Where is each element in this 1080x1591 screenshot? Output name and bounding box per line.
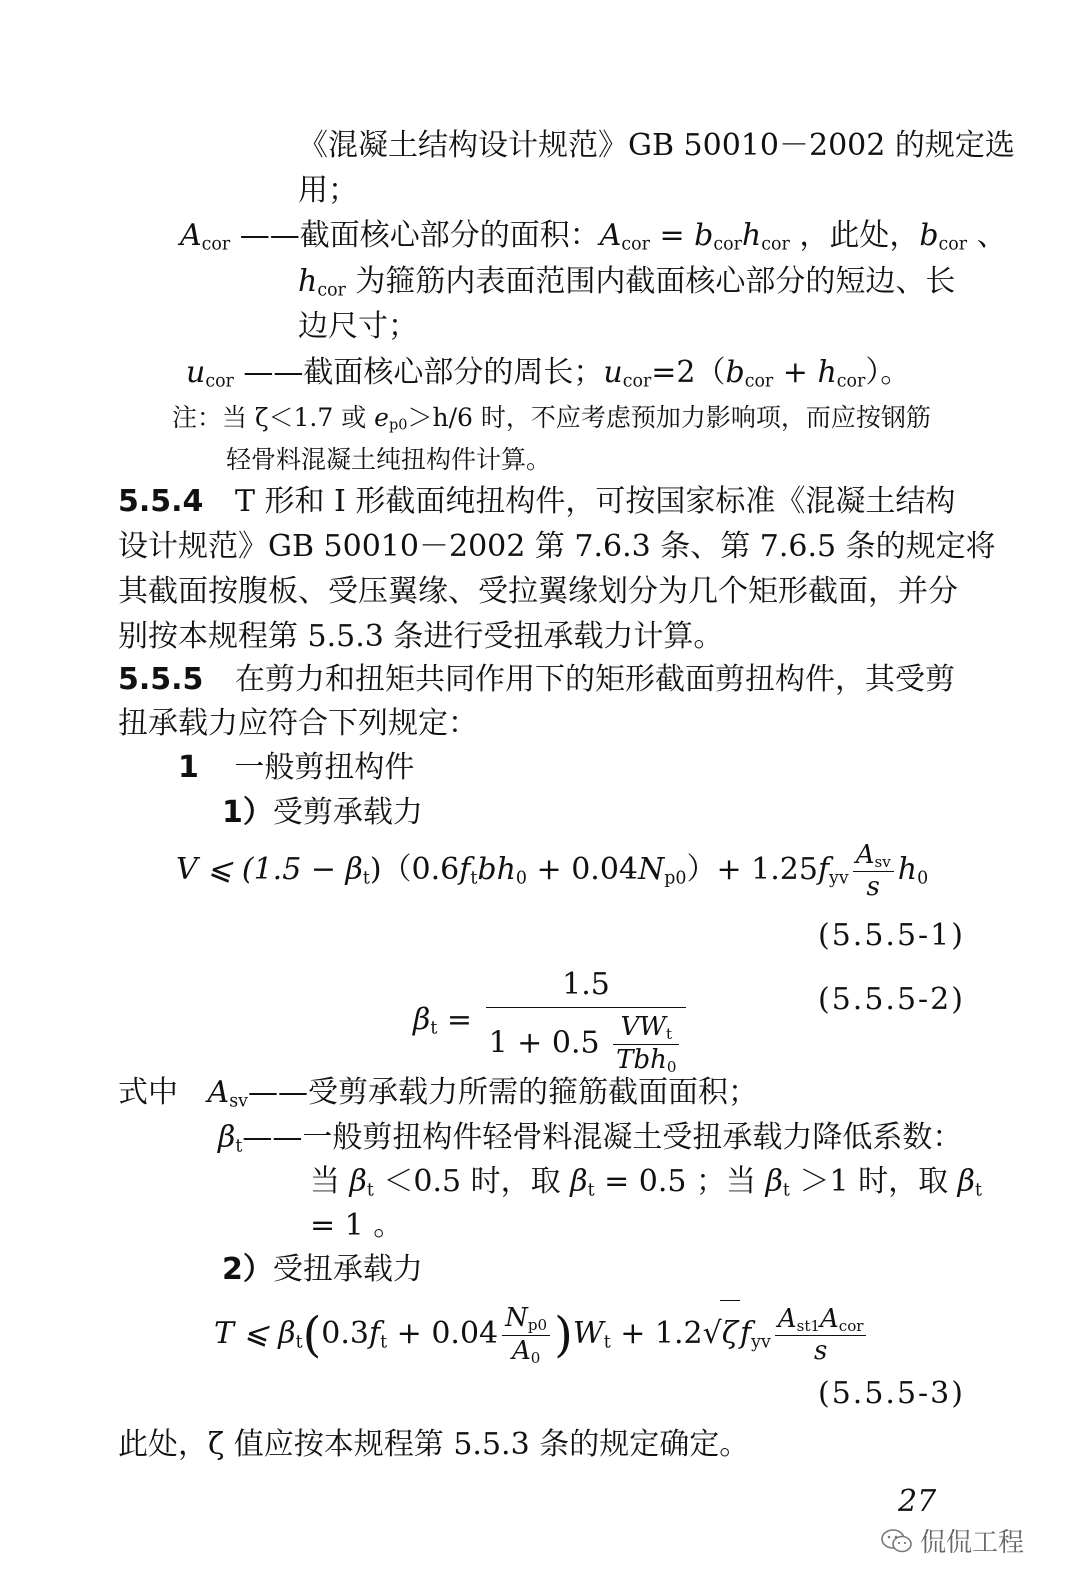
text-line <box>298 264 955 308</box>
subscript: t <box>603 1332 611 1353</box>
subscript: p0 <box>388 417 408 434</box>
symbol: ζ <box>720 1300 740 1367</box>
text: (5.5.5-1) <box>818 918 965 953</box>
math: T ⩽ <box>214 1316 279 1351</box>
sub-item-2 <box>222 1252 423 1288</box>
symbol: A <box>207 1075 230 1110</box>
math: 0.3 <box>321 1316 370 1351</box>
math: = <box>437 1002 482 1038</box>
symbol: f <box>817 852 830 887</box>
subscript: cor <box>317 280 346 301</box>
symbol: W <box>572 1316 604 1351</box>
subscript: t <box>974 1180 982 1201</box>
symbol: s <box>813 1336 828 1367</box>
equation-number <box>818 982 965 1018</box>
item-number: 1） <box>222 795 273 830</box>
section-number: 5.5.4 <box>118 484 204 519</box>
text: 其截面按腹板、受压翼缘、受拉翼缘划分为几个矩形截面，并分 <box>118 574 958 609</box>
fraction <box>486 968 687 1075</box>
subscript: cor <box>621 234 650 255</box>
text: ——截面核心部分的周长； <box>243 355 604 390</box>
sub-item-1 <box>222 795 423 831</box>
subscript: 0 <box>917 868 929 889</box>
text: 在剪力和扭矩共同作用下的矩形截面剪扭构件，其受剪 <box>234 662 955 697</box>
note-line <box>226 442 551 478</box>
math: + 0.04 <box>387 1316 499 1351</box>
text: 轻骨料混凝土纯扭构件计算。 <box>226 445 552 474</box>
subscript: cor <box>938 234 968 255</box>
subscript: cor <box>205 371 234 392</box>
subscript: t <box>380 1332 388 1353</box>
section-5-5-5 <box>118 662 955 698</box>
text: + <box>773 355 818 390</box>
equation-number <box>818 918 965 954</box>
text-line <box>118 574 958 610</box>
symbol: A <box>855 839 875 870</box>
paren: ( <box>302 1307 322 1363</box>
text: 27 <box>898 1484 937 1519</box>
subscript: yv <box>751 1332 771 1353</box>
subscript: t <box>587 1180 595 1201</box>
text: 《混凝土结构设计规范》GB 50010－2002 的规定选 <box>298 128 1015 163</box>
symbol: β <box>413 1002 431 1038</box>
subscript: cor <box>622 371 652 392</box>
symbol: A <box>819 1303 839 1334</box>
fraction <box>775 1303 867 1367</box>
text: = <box>649 218 695 253</box>
math: 1 + 0.5 <box>488 1025 610 1061</box>
text-line <box>298 173 358 209</box>
symbol: s <box>866 872 880 903</box>
text-line <box>310 1164 982 1208</box>
text: ）。 <box>865 355 911 390</box>
symbol: β <box>765 1164 783 1199</box>
symbol: VW <box>620 1012 666 1042</box>
fraction <box>613 1014 679 1075</box>
text: 当 <box>310 1164 350 1199</box>
text-line <box>118 619 723 655</box>
text: 扭承载力应符合下列规定： <box>118 706 478 741</box>
subscript: 0 <box>530 1348 541 1367</box>
acor-definition <box>180 218 1007 262</box>
symbol: A <box>511 1335 531 1366</box>
symbol: b <box>725 355 745 390</box>
text: 受扭承载力 <box>272 1252 423 1287</box>
symbol: h <box>298 264 318 299</box>
equation-5-5-5-2 <box>413 968 690 1075</box>
sqrt-sign: √ <box>702 1316 722 1351</box>
subscript: cor <box>201 234 231 255</box>
symbol: u <box>603 355 623 390</box>
text: ——一般剪扭构件轻骨料混凝土受扭承载力降低系数： <box>242 1120 963 1155</box>
text: ＞h/6 时，不应考虑预加力影响项，而应按钢筋 <box>407 403 931 432</box>
subscript: cor <box>838 1316 864 1335</box>
item-1 <box>178 750 414 786</box>
symbol: bh <box>477 852 516 887</box>
item-number: 1 <box>178 750 199 785</box>
where-asv <box>118 1075 758 1119</box>
subscript: cor <box>744 371 774 392</box>
text: (5.5.5-2) <box>818 982 965 1017</box>
text: 一般剪扭构件 <box>234 750 415 785</box>
subscript: t <box>362 868 370 889</box>
symbol: β <box>570 1164 588 1199</box>
watermark-text: 侃侃工程 <box>920 1528 1025 1558</box>
symbol: β <box>345 852 363 887</box>
wechat-icon <box>880 1528 914 1554</box>
symbol: A <box>777 1303 797 1334</box>
subscript: 0 <box>515 868 527 889</box>
equation-5-5-5-1 <box>176 840 928 908</box>
subscript: 0 <box>666 1057 677 1076</box>
subscript: cor <box>713 234 742 255</box>
item-number: 2） <box>222 1252 273 1287</box>
symbol: β <box>349 1164 367 1199</box>
text: T 形和 I 形截面纯扭构件，可按国家标准《混凝土结构 <box>234 484 956 519</box>
text-line <box>298 128 1015 164</box>
equation-5-5-5-3 <box>214 1300 870 1375</box>
subscript: st1 <box>796 1316 820 1335</box>
symbol: N <box>638 852 665 887</box>
text: 注：当 ζ＜1.7 或 <box>172 403 375 432</box>
text-line <box>298 309 418 345</box>
symbol: β <box>278 1316 296 1351</box>
symbol: f <box>740 1316 752 1351</box>
symbol: f <box>459 852 471 887</box>
fraction <box>502 1302 550 1367</box>
symbol: h <box>817 355 837 390</box>
math: )（0.6 <box>369 852 460 887</box>
text: 为箍筋内表面范围内截面核心部分的短边、长 <box>345 264 956 299</box>
symbol: Tbh <box>616 1044 667 1075</box>
subscript: p0 <box>664 868 687 889</box>
where-beta <box>218 1120 962 1164</box>
section-5-5-4 <box>118 484 955 520</box>
page-number <box>898 1484 936 1519</box>
text: 设计规范》GB 50010－2002 第 7.6.3 条、第 7.6.5 条的规定将 <box>118 529 996 564</box>
text: ＞1 时，取 <box>789 1164 958 1199</box>
symbol: β <box>957 1164 975 1199</box>
subscript: t <box>366 1180 374 1201</box>
symbol: A <box>599 218 622 253</box>
symbol: f <box>369 1316 381 1351</box>
text: (5.5.5-3) <box>818 1376 965 1411</box>
subscript: t <box>782 1180 790 1201</box>
symbol: u <box>186 355 206 390</box>
text: = 1 。 <box>310 1208 404 1243</box>
note <box>172 400 931 444</box>
math: + 0.04 <box>526 852 638 887</box>
subscript: t <box>430 1018 438 1039</box>
symbol: β <box>218 1120 236 1155</box>
subscript: sv <box>874 852 891 871</box>
text: =2（ <box>651 355 726 390</box>
symbol: b <box>694 218 714 253</box>
paren: ) <box>554 1307 573 1363</box>
text: 别按本规程第 5.5.3 条进行受扭承载力计算。 <box>118 619 724 654</box>
text: 受剪承载力 <box>272 795 423 830</box>
text: ——受剪承载力所需的箍筋截面面积； <box>247 1075 758 1110</box>
subscript: t <box>295 1332 303 1353</box>
text-line <box>310 1208 403 1244</box>
math: 1.5 <box>486 968 687 1008</box>
symbol: A <box>180 218 202 253</box>
text: 边尺寸； <box>298 309 418 344</box>
subscript: yv <box>829 868 849 889</box>
symbol: h <box>741 218 762 253</box>
symbol: b <box>919 218 939 253</box>
subscript: t <box>235 1136 243 1157</box>
text-line <box>118 1427 749 1463</box>
text: ＜0.5 时，取 <box>373 1164 571 1199</box>
text: = 0.5 ；当 <box>594 1164 766 1199</box>
math: ）+ 1.25 <box>686 852 818 887</box>
section-number: 5.5.5 <box>118 662 204 697</box>
text: ——截面核心部分的面积： <box>239 218 600 253</box>
subscript: p0 <box>527 1315 548 1334</box>
math: V ⩽ (1.5 − <box>176 852 346 887</box>
text: 、 <box>967 218 1007 253</box>
subscript: sv <box>229 1091 248 1112</box>
subscript: t <box>470 868 478 889</box>
text: 用； <box>298 173 358 208</box>
watermark <box>880 1522 1024 1559</box>
text: 式中 <box>118 1075 178 1110</box>
text-line <box>118 529 996 565</box>
text: 此处，ζ 值应按本规程第 5.5.3 条的规定确定。 <box>118 1427 750 1462</box>
symbol: N <box>505 1302 528 1333</box>
subscript: cor <box>761 234 790 255</box>
subscript: cor <box>836 371 866 392</box>
fraction <box>853 839 894 903</box>
ucor-definition <box>186 355 910 399</box>
math: + 1.2 <box>610 1316 703 1351</box>
symbol: e <box>374 403 389 432</box>
equation-number <box>818 1376 965 1412</box>
subscript: t <box>665 1024 673 1043</box>
symbol: h <box>897 852 918 887</box>
text: ，此处， <box>789 218 920 253</box>
text-line <box>118 706 478 742</box>
